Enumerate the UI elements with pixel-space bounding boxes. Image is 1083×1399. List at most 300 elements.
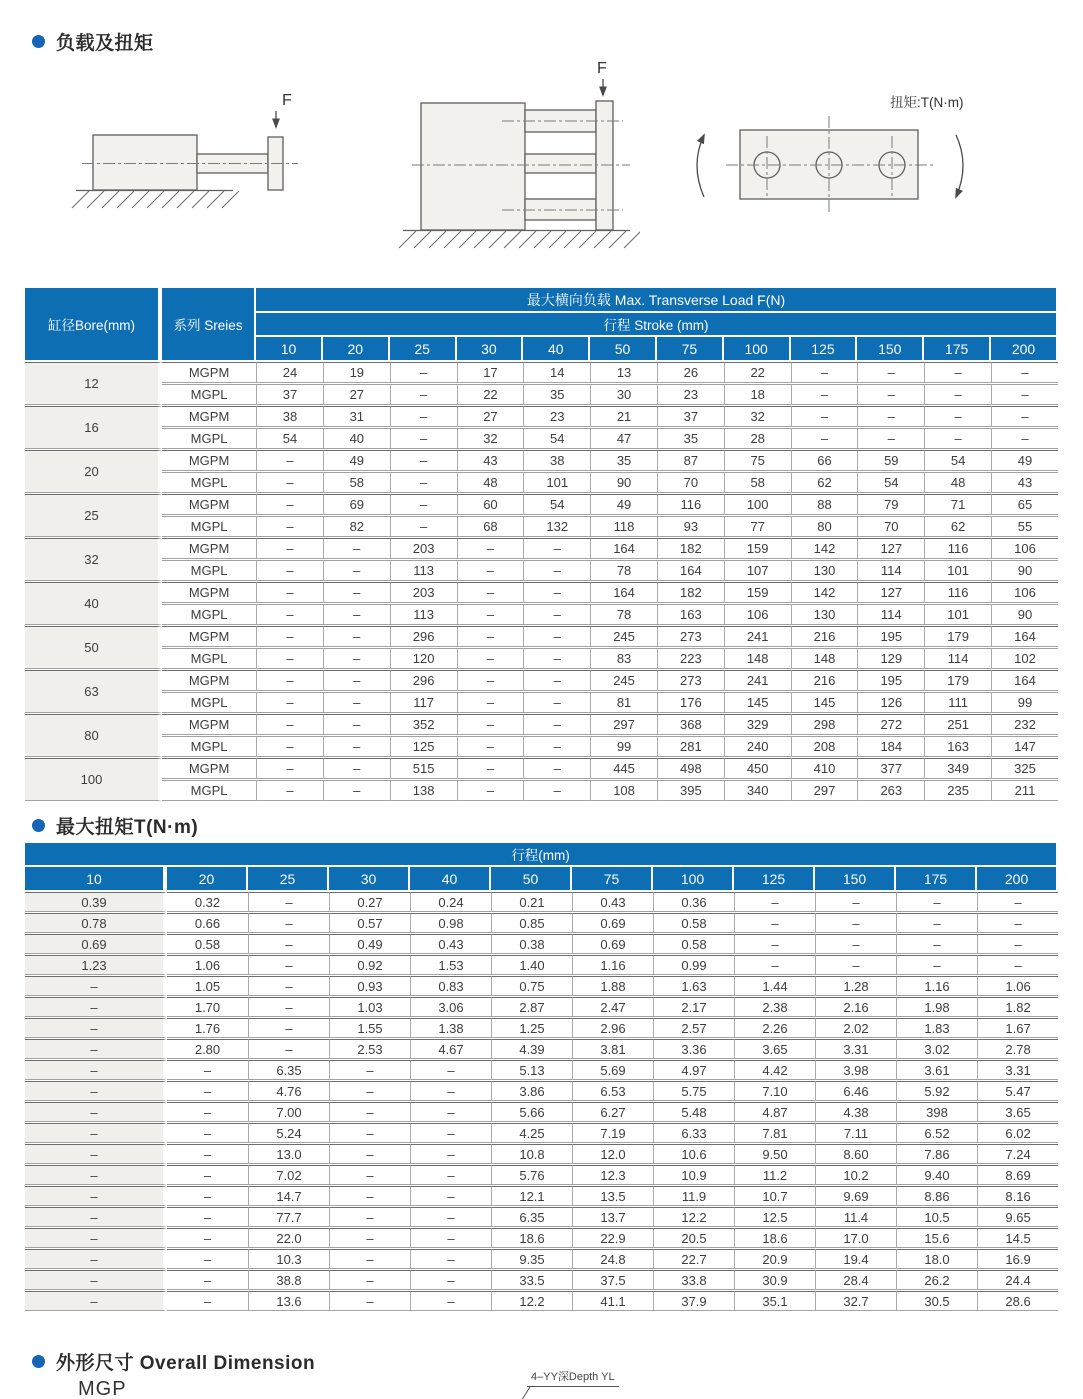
load-value: 515 bbox=[390, 758, 457, 779]
load-value: – bbox=[323, 648, 390, 669]
load-value: – bbox=[256, 582, 323, 603]
table-row bbox=[25, 406, 1058, 427]
torque-value: 12.5 bbox=[734, 1207, 815, 1227]
series-value: MGPL bbox=[162, 472, 256, 493]
table-row bbox=[25, 955, 1058, 975]
diagram-rod-end-load bbox=[60, 75, 310, 215]
load-value: 54 bbox=[523, 494, 590, 515]
torque-value: – bbox=[167, 1144, 248, 1164]
load-value: 99 bbox=[590, 736, 657, 757]
torque-value: – bbox=[410, 1270, 491, 1290]
torque-value: – bbox=[25, 1228, 167, 1248]
torque-value: – bbox=[410, 1291, 491, 1311]
stroke-column-header: 10 bbox=[256, 337, 323, 361]
load-value: – bbox=[256, 648, 323, 669]
torque-value: 1.53 bbox=[410, 955, 491, 975]
torque-value: 22.9 bbox=[572, 1228, 653, 1248]
torque-value: – bbox=[167, 1228, 248, 1248]
stroke-header: 行程(mm) bbox=[25, 843, 1058, 866]
torque-value: 0.43 bbox=[572, 892, 653, 912]
torque-value: 2.26 bbox=[734, 1018, 815, 1038]
section-title-load-torque bbox=[32, 28, 154, 55]
load-value: – bbox=[390, 472, 457, 493]
torque-value: 5.92 bbox=[896, 1081, 977, 1101]
torque-value: 4.39 bbox=[491, 1039, 572, 1059]
torque-value: 5.47 bbox=[977, 1081, 1058, 1101]
torque-value: – bbox=[329, 1081, 410, 1101]
load-value: 296 bbox=[390, 670, 457, 691]
series-value: MGPM bbox=[162, 714, 256, 735]
load-value: 297 bbox=[791, 780, 858, 801]
load-value: 211 bbox=[991, 780, 1058, 801]
table-row bbox=[25, 472, 1058, 493]
torque-value: 1.16 bbox=[896, 976, 977, 996]
bore-value: 100 bbox=[25, 758, 162, 801]
load-value: 18 bbox=[724, 384, 791, 405]
load-value: – bbox=[523, 648, 590, 669]
torque-value: 0.69 bbox=[572, 934, 653, 954]
table-header-row bbox=[25, 843, 1058, 866]
series-value: MGPM bbox=[162, 362, 256, 383]
torque-value: 1.70 bbox=[167, 997, 248, 1017]
torque-value: 30.5 bbox=[896, 1291, 977, 1311]
torque-value: 5.76 bbox=[491, 1165, 572, 1185]
load-value: – bbox=[390, 428, 457, 449]
torque-value: – bbox=[167, 1207, 248, 1227]
section-title-text: 外形尺寸 Overall Dimension bbox=[56, 1353, 316, 1374]
torque-value: – bbox=[977, 892, 1058, 912]
load-value: 235 bbox=[924, 780, 991, 801]
torque-value: 17.0 bbox=[815, 1228, 896, 1248]
torque-value: 0.58 bbox=[653, 934, 734, 954]
torque-value: 9.50 bbox=[734, 1144, 815, 1164]
torque-value: 41.1 bbox=[572, 1291, 653, 1311]
torque-value: – bbox=[896, 913, 977, 933]
torque-value: 13.5 bbox=[572, 1186, 653, 1206]
load-value: 107 bbox=[724, 560, 791, 581]
load-value: – bbox=[457, 538, 524, 559]
torque-value: 6.46 bbox=[815, 1081, 896, 1101]
torque-value: – bbox=[329, 1165, 410, 1185]
table-row bbox=[25, 516, 1058, 537]
load-value: 159 bbox=[724, 538, 791, 559]
torque-value: 3.98 bbox=[815, 1060, 896, 1080]
torque-value: 37.9 bbox=[653, 1291, 734, 1311]
load-value: – bbox=[991, 406, 1058, 427]
torque-value: 0.32 bbox=[167, 892, 248, 912]
load-value: – bbox=[523, 758, 590, 779]
table-row bbox=[25, 1018, 1058, 1038]
stroke-column-header: 50 bbox=[491, 867, 572, 891]
torque-value: – bbox=[815, 955, 896, 975]
load-value: 88 bbox=[791, 494, 858, 515]
load-value: 125 bbox=[390, 736, 457, 757]
torque-value: 5.24 bbox=[248, 1123, 329, 1143]
torque-value: 7.10 bbox=[734, 1081, 815, 1101]
bore-header: 缸径Bore(mm) bbox=[25, 288, 162, 361]
load-value: 101 bbox=[924, 560, 991, 581]
load-value: 100 bbox=[724, 494, 791, 515]
load-value: 148 bbox=[724, 648, 791, 669]
bore-value: 20 bbox=[25, 450, 162, 493]
torque-value: 3.61 bbox=[896, 1060, 977, 1080]
table-row bbox=[25, 1165, 1058, 1185]
transverse-load-table bbox=[25, 287, 1058, 802]
torque-value: 7.81 bbox=[734, 1123, 815, 1143]
load-value: – bbox=[323, 714, 390, 735]
torque-value: 3.81 bbox=[572, 1039, 653, 1059]
torque-value: 10.2 bbox=[815, 1165, 896, 1185]
table-row bbox=[25, 450, 1058, 471]
torque-value: 4.67 bbox=[410, 1039, 491, 1059]
load-value: – bbox=[857, 384, 924, 405]
torque-value: – bbox=[25, 1186, 167, 1206]
torque-value: 0.69 bbox=[25, 934, 167, 954]
piston-rod bbox=[525, 154, 596, 173]
load-value: 38 bbox=[256, 406, 323, 427]
load-value: 49 bbox=[590, 494, 657, 515]
load-value: 145 bbox=[724, 692, 791, 713]
torque-value: 0.24 bbox=[410, 892, 491, 912]
torque-value: 19.4 bbox=[815, 1249, 896, 1269]
cylinder-body bbox=[421, 103, 525, 230]
bore-value: 32 bbox=[25, 538, 162, 581]
table-row bbox=[25, 976, 1058, 996]
table-row bbox=[25, 1270, 1058, 1290]
load-value: 179 bbox=[924, 626, 991, 647]
table-row bbox=[25, 670, 1058, 691]
load-value: – bbox=[256, 626, 323, 647]
max-torque-table bbox=[25, 842, 1058, 1312]
load-value: – bbox=[991, 362, 1058, 383]
load-value: 113 bbox=[390, 560, 457, 581]
load-value: 132 bbox=[523, 516, 590, 537]
load-value: 147 bbox=[991, 736, 1058, 757]
torque-value: – bbox=[329, 1291, 410, 1311]
torque-label: 扭矩:T(N·m) bbox=[890, 95, 964, 110]
torque-value: 13.0 bbox=[248, 1144, 329, 1164]
load-value: 232 bbox=[991, 714, 1058, 735]
load-value: – bbox=[924, 384, 991, 405]
load-value: – bbox=[390, 494, 457, 515]
load-value: 90 bbox=[590, 472, 657, 493]
load-value: – bbox=[523, 538, 590, 559]
load-value: 410 bbox=[791, 758, 858, 779]
load-value: 251 bbox=[924, 714, 991, 735]
torque-value: 77.7 bbox=[248, 1207, 329, 1227]
torque-value: 0.58 bbox=[653, 913, 734, 933]
load-span-header: 最大横向负载 Max. Transverse Load F(N) bbox=[256, 288, 1058, 312]
bullet-icon bbox=[32, 35, 45, 48]
torque-value: 8.86 bbox=[896, 1186, 977, 1206]
torque-value: 7.02 bbox=[248, 1165, 329, 1185]
table-row bbox=[25, 428, 1058, 449]
torque-value: 12.1 bbox=[491, 1186, 572, 1206]
torque-value: 3.65 bbox=[734, 1039, 815, 1059]
load-value: 176 bbox=[657, 692, 724, 713]
torque-value: 10.6 bbox=[653, 1144, 734, 1164]
load-value: 59 bbox=[857, 450, 924, 471]
torque-value: – bbox=[248, 1018, 329, 1038]
load-value: 21 bbox=[590, 406, 657, 427]
load-value: – bbox=[857, 406, 924, 427]
load-value: 395 bbox=[657, 780, 724, 801]
load-value: 32 bbox=[457, 428, 524, 449]
torque-value: – bbox=[410, 1060, 491, 1080]
load-value: – bbox=[857, 362, 924, 383]
torque-value: – bbox=[25, 997, 167, 1017]
series-value: MGPM bbox=[162, 450, 256, 471]
torque-value: 7.11 bbox=[815, 1123, 896, 1143]
table-row bbox=[25, 780, 1058, 801]
load-value: 78 bbox=[590, 604, 657, 625]
torque-value: 12.0 bbox=[572, 1144, 653, 1164]
torque-value: 7.00 bbox=[248, 1102, 329, 1122]
load-value: 241 bbox=[724, 670, 791, 691]
torque-value: – bbox=[167, 1249, 248, 1269]
torque-value: 2.17 bbox=[653, 997, 734, 1017]
torque-value: 7.86 bbox=[896, 1144, 977, 1164]
torque-value: – bbox=[248, 913, 329, 933]
torque-value: 1.16 bbox=[572, 955, 653, 975]
torque-value: – bbox=[410, 1249, 491, 1269]
load-value: 54 bbox=[924, 450, 991, 471]
load-value: 203 bbox=[390, 582, 457, 603]
torque-value: – bbox=[815, 892, 896, 912]
load-value: 184 bbox=[857, 736, 924, 757]
torque-value: – bbox=[410, 1207, 491, 1227]
load-value: – bbox=[256, 670, 323, 691]
load-value: 37 bbox=[256, 384, 323, 405]
torque-value: 8.16 bbox=[977, 1186, 1058, 1206]
torque-value: 24.8 bbox=[572, 1249, 653, 1269]
torque-value: 6.33 bbox=[653, 1123, 734, 1143]
load-value: – bbox=[323, 604, 390, 625]
torque-value: 12.2 bbox=[653, 1207, 734, 1227]
table-row bbox=[25, 934, 1058, 954]
torque-value: 1.28 bbox=[815, 976, 896, 996]
load-value: 273 bbox=[657, 626, 724, 647]
load-value: 203 bbox=[390, 538, 457, 559]
load-value: 71 bbox=[924, 494, 991, 515]
load-value: 70 bbox=[857, 516, 924, 537]
torque-value: 3.31 bbox=[977, 1060, 1058, 1080]
torque-value: 6.53 bbox=[572, 1081, 653, 1101]
load-value: – bbox=[323, 582, 390, 603]
load-value: 23 bbox=[523, 406, 590, 427]
load-value: – bbox=[390, 406, 457, 427]
load-value: 208 bbox=[791, 736, 858, 757]
table-row bbox=[25, 997, 1058, 1017]
torque-value: – bbox=[329, 1102, 410, 1122]
torque-value: 14.5 bbox=[977, 1228, 1058, 1248]
torque-arc-left bbox=[697, 135, 704, 197]
torque-value: 20.5 bbox=[653, 1228, 734, 1248]
load-value: 38 bbox=[523, 450, 590, 471]
torque-value: 1.55 bbox=[329, 1018, 410, 1038]
load-value: – bbox=[323, 780, 390, 801]
torque-arc-right bbox=[956, 135, 963, 197]
table-row bbox=[25, 1060, 1058, 1080]
torque-value: – bbox=[410, 1228, 491, 1248]
torque-value: 35.1 bbox=[734, 1291, 815, 1311]
ground-hatch bbox=[72, 191, 239, 208]
series-value: MGPL bbox=[162, 692, 256, 713]
torque-value: – bbox=[248, 955, 329, 975]
torque-value: – bbox=[25, 1270, 167, 1290]
torque-value: 6.02 bbox=[977, 1123, 1058, 1143]
torque-value: 18.6 bbox=[491, 1228, 572, 1248]
load-value: 102 bbox=[991, 648, 1058, 669]
torque-value: 1.44 bbox=[734, 976, 815, 996]
load-value: – bbox=[256, 516, 323, 537]
load-value: 31 bbox=[323, 406, 390, 427]
torque-value: – bbox=[329, 1249, 410, 1269]
load-value: 106 bbox=[991, 538, 1058, 559]
torque-value: 9.69 bbox=[815, 1186, 896, 1206]
load-value: – bbox=[457, 692, 524, 713]
load-value: 54 bbox=[857, 472, 924, 493]
load-value: 62 bbox=[791, 472, 858, 493]
torque-value: – bbox=[25, 1249, 167, 1269]
torque-value: 1.06 bbox=[167, 955, 248, 975]
load-value: 298 bbox=[791, 714, 858, 735]
table-row bbox=[25, 538, 1058, 559]
torque-value: – bbox=[167, 1060, 248, 1080]
load-value: – bbox=[924, 428, 991, 449]
torque-value: – bbox=[167, 1123, 248, 1143]
load-value: – bbox=[457, 780, 524, 801]
torque-value: 0.78 bbox=[25, 913, 167, 933]
load-value: 106 bbox=[724, 604, 791, 625]
torque-value: 13.7 bbox=[572, 1207, 653, 1227]
load-value: – bbox=[256, 736, 323, 757]
load-value: 75 bbox=[724, 450, 791, 471]
load-value: 179 bbox=[924, 670, 991, 691]
load-value: 164 bbox=[991, 670, 1058, 691]
torque-value: – bbox=[734, 934, 815, 954]
torque-value: – bbox=[25, 1144, 167, 1164]
bore-value: 63 bbox=[25, 670, 162, 713]
torque-value: 5.69 bbox=[572, 1060, 653, 1080]
torque-value: 3.06 bbox=[410, 997, 491, 1017]
load-value: 164 bbox=[590, 538, 657, 559]
load-value: 164 bbox=[991, 626, 1058, 647]
load-value: 49 bbox=[323, 450, 390, 471]
torque-value: – bbox=[734, 913, 815, 933]
torque-value: 0.69 bbox=[572, 913, 653, 933]
table-row bbox=[25, 1249, 1058, 1269]
torque-value: – bbox=[25, 1060, 167, 1080]
torque-value: 1.38 bbox=[410, 1018, 491, 1038]
load-value: 130 bbox=[791, 604, 858, 625]
torque-value: 2.87 bbox=[491, 997, 572, 1017]
torque-value: 16.9 bbox=[977, 1249, 1058, 1269]
load-value: 35 bbox=[657, 428, 724, 449]
series-header: 系列 Sreies bbox=[162, 288, 256, 361]
torque-value: 0.58 bbox=[167, 934, 248, 954]
stroke-column-header: 10 bbox=[25, 867, 167, 891]
torque-value: – bbox=[248, 997, 329, 1017]
load-value: 66 bbox=[791, 450, 858, 471]
torque-value: 9.65 bbox=[977, 1207, 1058, 1227]
load-value: 19 bbox=[323, 362, 390, 383]
torque-value: 1.06 bbox=[977, 976, 1058, 996]
load-value: – bbox=[457, 670, 524, 691]
bore-value: 80 bbox=[25, 714, 162, 757]
torque-value: – bbox=[167, 1270, 248, 1290]
load-value: 54 bbox=[256, 428, 323, 449]
torque-value: – bbox=[25, 1291, 167, 1311]
load-value: 79 bbox=[857, 494, 924, 515]
load-value: 245 bbox=[590, 670, 657, 691]
torque-value: 0.57 bbox=[329, 913, 410, 933]
section-title-text: 最大扭矩T(N·m) bbox=[56, 817, 199, 838]
table-row bbox=[25, 560, 1058, 581]
torque-value: 2.38 bbox=[734, 997, 815, 1017]
load-value: 49 bbox=[991, 450, 1058, 471]
torque-value: 5.48 bbox=[653, 1102, 734, 1122]
load-value: 60 bbox=[457, 494, 524, 515]
load-value: 83 bbox=[590, 648, 657, 669]
torque-value: 398 bbox=[896, 1102, 977, 1122]
load-value: 22 bbox=[457, 384, 524, 405]
load-value: 145 bbox=[791, 692, 858, 713]
stroke-column-header: 100 bbox=[724, 337, 791, 361]
torque-value: 20.9 bbox=[734, 1249, 815, 1269]
torque-value: – bbox=[410, 1123, 491, 1143]
series-value: MGPM bbox=[162, 494, 256, 515]
stroke-column-header: 175 bbox=[896, 867, 977, 891]
stroke-header: 行程 Stroke (mm) bbox=[256, 313, 1058, 336]
load-value: 87 bbox=[657, 450, 724, 471]
load-value: – bbox=[256, 692, 323, 713]
load-value: 240 bbox=[724, 736, 791, 757]
series-value: MGPM bbox=[162, 758, 256, 779]
torque-value: 15.6 bbox=[896, 1228, 977, 1248]
bullet-icon bbox=[32, 819, 45, 832]
torque-value: – bbox=[896, 934, 977, 954]
series-value: MGPL bbox=[162, 384, 256, 405]
load-value: – bbox=[457, 758, 524, 779]
load-value: 223 bbox=[657, 648, 724, 669]
load-value: 273 bbox=[657, 670, 724, 691]
load-value: 101 bbox=[523, 472, 590, 493]
torque-value: 6.52 bbox=[896, 1123, 977, 1143]
series-value: MGPL bbox=[162, 648, 256, 669]
torque-value: 14.7 bbox=[248, 1186, 329, 1206]
load-value: 13 bbox=[590, 362, 657, 383]
load-value: 65 bbox=[991, 494, 1058, 515]
load-value: – bbox=[457, 736, 524, 757]
load-value: 35 bbox=[590, 450, 657, 471]
load-value: – bbox=[457, 626, 524, 647]
load-value: – bbox=[523, 560, 590, 581]
load-value: 164 bbox=[657, 560, 724, 581]
load-value: 114 bbox=[924, 648, 991, 669]
load-value: 48 bbox=[924, 472, 991, 493]
load-value: – bbox=[256, 714, 323, 735]
torque-value: 11.9 bbox=[653, 1186, 734, 1206]
load-value: 445 bbox=[590, 758, 657, 779]
torque-value: – bbox=[329, 1186, 410, 1206]
table-row bbox=[25, 1228, 1058, 1248]
torque-value: – bbox=[248, 892, 329, 912]
series-value: MGPM bbox=[162, 538, 256, 559]
load-value: 99 bbox=[991, 692, 1058, 713]
load-value: 138 bbox=[390, 780, 457, 801]
torque-value: 3.36 bbox=[653, 1039, 734, 1059]
